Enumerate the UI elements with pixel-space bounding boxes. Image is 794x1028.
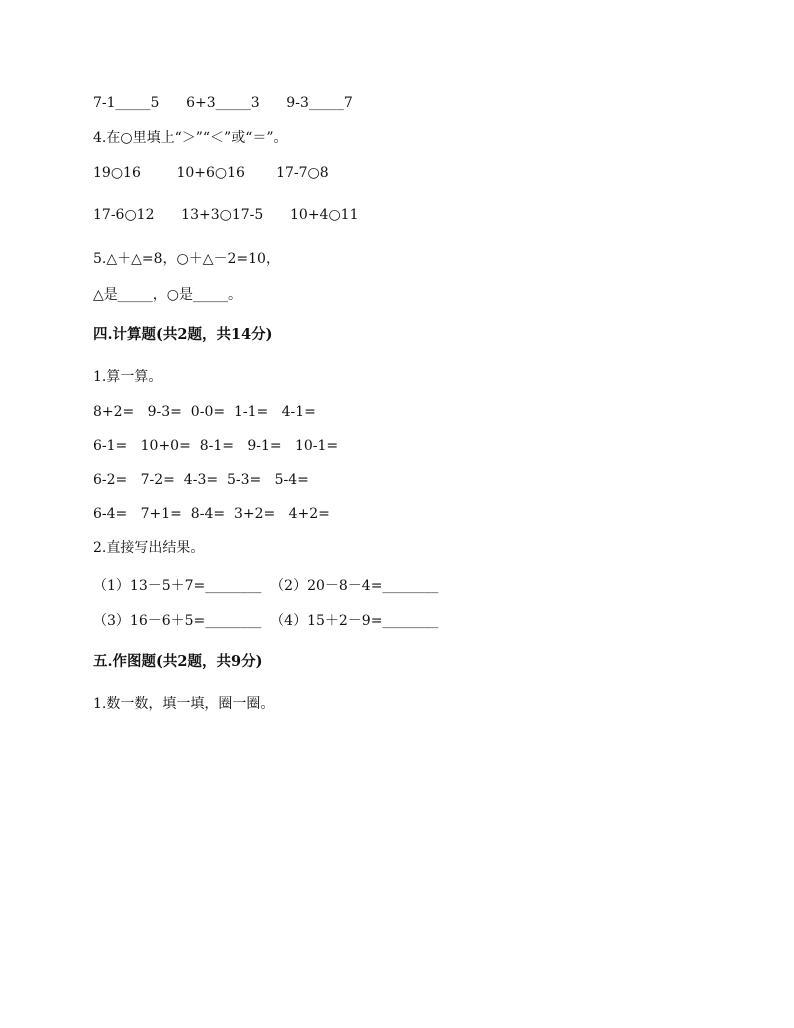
compare-row-1: 19○16 10+6○16 17-7○8: [93, 165, 329, 181]
question-2-heading: 2.直接写出结果。: [93, 540, 205, 556]
question-4-heading: 4.在○里填上“＞”“＜”或“＝”。: [93, 130, 288, 146]
compare-blanks-line: 7-1_____5 6+3_____3 9-3_____7: [93, 95, 353, 111]
section-4-title: 四.计算题(共2题，共14分): [93, 326, 273, 343]
question-5-equation: 5.△＋△=8，○＋△－2=10，: [93, 251, 280, 267]
direct-result-row-2: （3）16－6＋5=________ （4）15＋2－9=________: [93, 613, 439, 629]
compare-row-2: 17-6○12 13+3○17-5 10+4○11: [93, 207, 359, 223]
section-5-title: 五.作图题(共2题，共9分): [93, 653, 263, 670]
calc-row-1: 8+2= 9-3= 0-0= 1-1= 4-1=: [93, 404, 316, 420]
calc-row-3: 6-2= 7-2= 4-3= 5-3= 5-4=: [93, 472, 309, 488]
question-5-answer: △是_____，○是_____。: [93, 287, 242, 303]
draw-question-1: 1.数一数，填一填，圈一圈。: [93, 696, 275, 712]
calc-row-4: 6-4= 7+1= 8-4= 3+2= 4+2=: [93, 506, 330, 522]
direct-result-row-1: （1）13－5＋7=________ （2）20－8－4=________: [93, 578, 439, 594]
question-1-heading: 1.算一算。: [93, 369, 163, 385]
calc-row-2: 6-1= 10+0= 8-1= 9-1= 10-1=: [93, 438, 339, 454]
